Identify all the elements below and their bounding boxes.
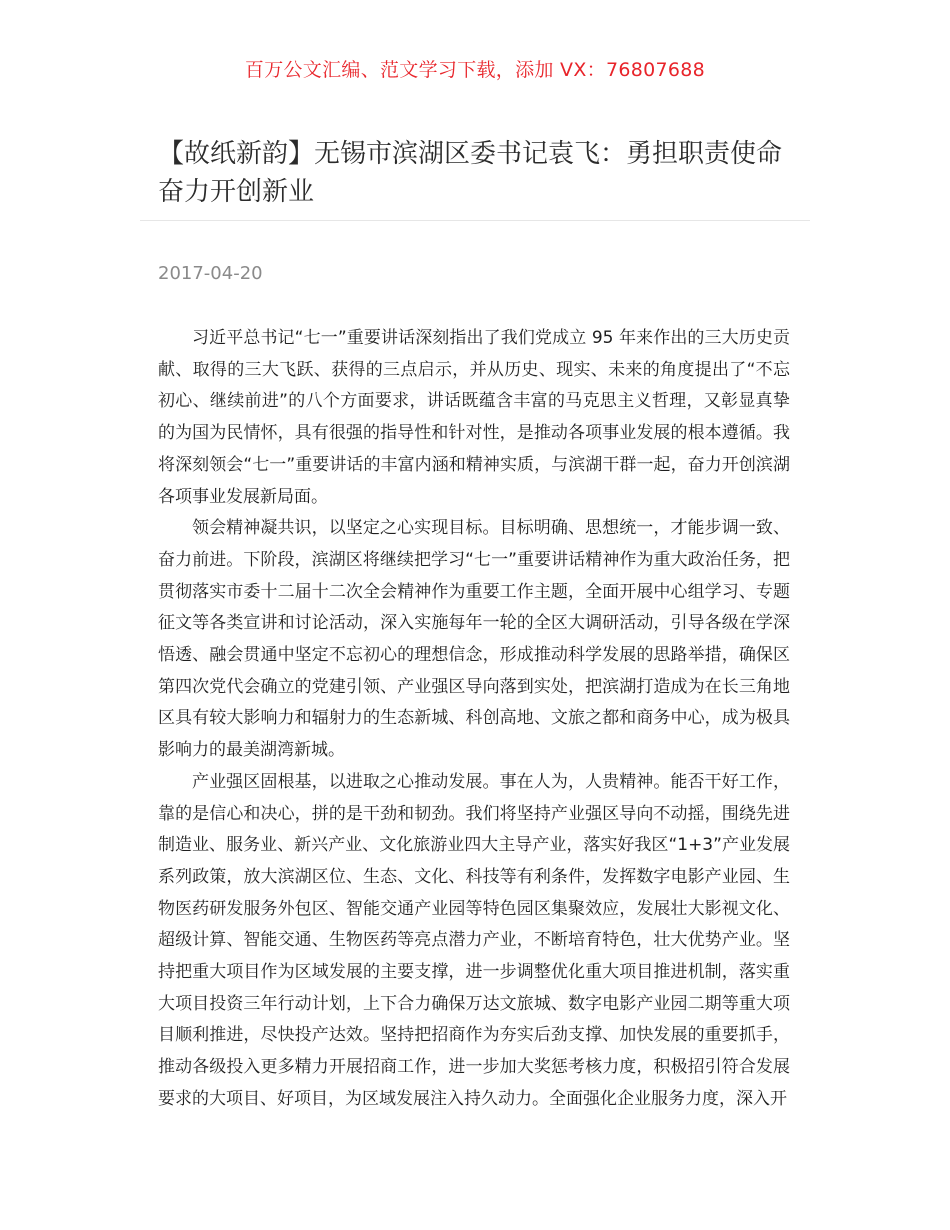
publish-date: 2017-04-20: [158, 263, 263, 284]
paragraph-1: 习近平总书记“七一”重要讲话深刻指出了我们党成立 95 年来作出的三大历史贡献、取得的三大飞跃、获得的三点启示，并从历史、现实、未来的角度提出了“不忘初心、继续前进”的八个方面要求，讲话既蕴含丰富的马克思主义哲理，又彰显真挚的为国为民情怀，具有很强的指导性和针对性，是推动各项事业发展的根本遵循。我将深刻领会“七一”重要讲话的丰富内涵和精神实质，与滨湖干群一起，奋力开创滨湖各项事业发展新局面。: [158, 328, 790, 507]
article-body: [158, 323, 790, 1116]
paragraph-2: 领会精神凝共识，以坚定之心实现目标。目标明确、思想统一，才能步调一致、奋力前进。下阶段，滨湖区将继续把学习“七一”重要讲话精神作为重大政治任务，把贯彻落实市委十二届十二次全会精神作为重要工作主题，全面开展中心组学习、专题征文等各类宣讲和讨论活动，深入实施每年一轮的全区大调研活动，引导各级在学深悟透、融会贯通中坚定不忘初心的理想信念，形成推动科学发展的思路举措，确保区第四次党代会确立的党建引领、产业强区导向落到实处，把滨湖打造成为在长三角地区具有较大影响力和辐射力的生态新城、科创高地、文旅之都和商务中心，成为极具影响力的最美湖湾新城。: [158, 518, 790, 761]
article-title: 【故纸新韵】无锡市滨湖区委书记袁飞：勇担职责使命奋力开创新业: [158, 139, 783, 207]
paragraph-3: 产业强区固根基，以进取之心推动发展。事在人为，人贵精神。能否干好工作，靠的是信心和决心，拼的是干劲和韧劲。我们将坚持产业强区导向不动摇，围绕先进制造业、服务业、新兴产业、文化旅游业四大主导产业，落实好我区“1+3”产业发展系列政策，放大滨湖区位、生态、文化、科技等有利条件，发挥数字电影产业园、生物医药研发服务外包区、智能交通产业园等特色园区集聚效应，发展壮大影视文化、超级计算、智能交通、生物医药等亮点潜力产业，不断培育特色，壮大优势产业。坚持把重大项目作为区域发展的主要支撑，进一步调整优化重大项目推进机制，落实重大项目投资三年行动计划，上下合力确保万达文旅城、数字电影产业园二期等重大项目顺利推进，尽快投产达效。坚持把招商作为夯实后劲支撑、加快发展的重要抓手，推动各级投入更多精力开展招商工作，进一步加大奖惩考核力度，积极招引符合发展要求的大项目、好项目，为区域发展注入持久动力。全面强化企业服务力度，深入开: [158, 771, 790, 1109]
title-divider: [140, 220, 810, 221]
promo-banner: 百万公文汇编、范文学习下载，添加 VX：76807688: [244, 59, 706, 81]
